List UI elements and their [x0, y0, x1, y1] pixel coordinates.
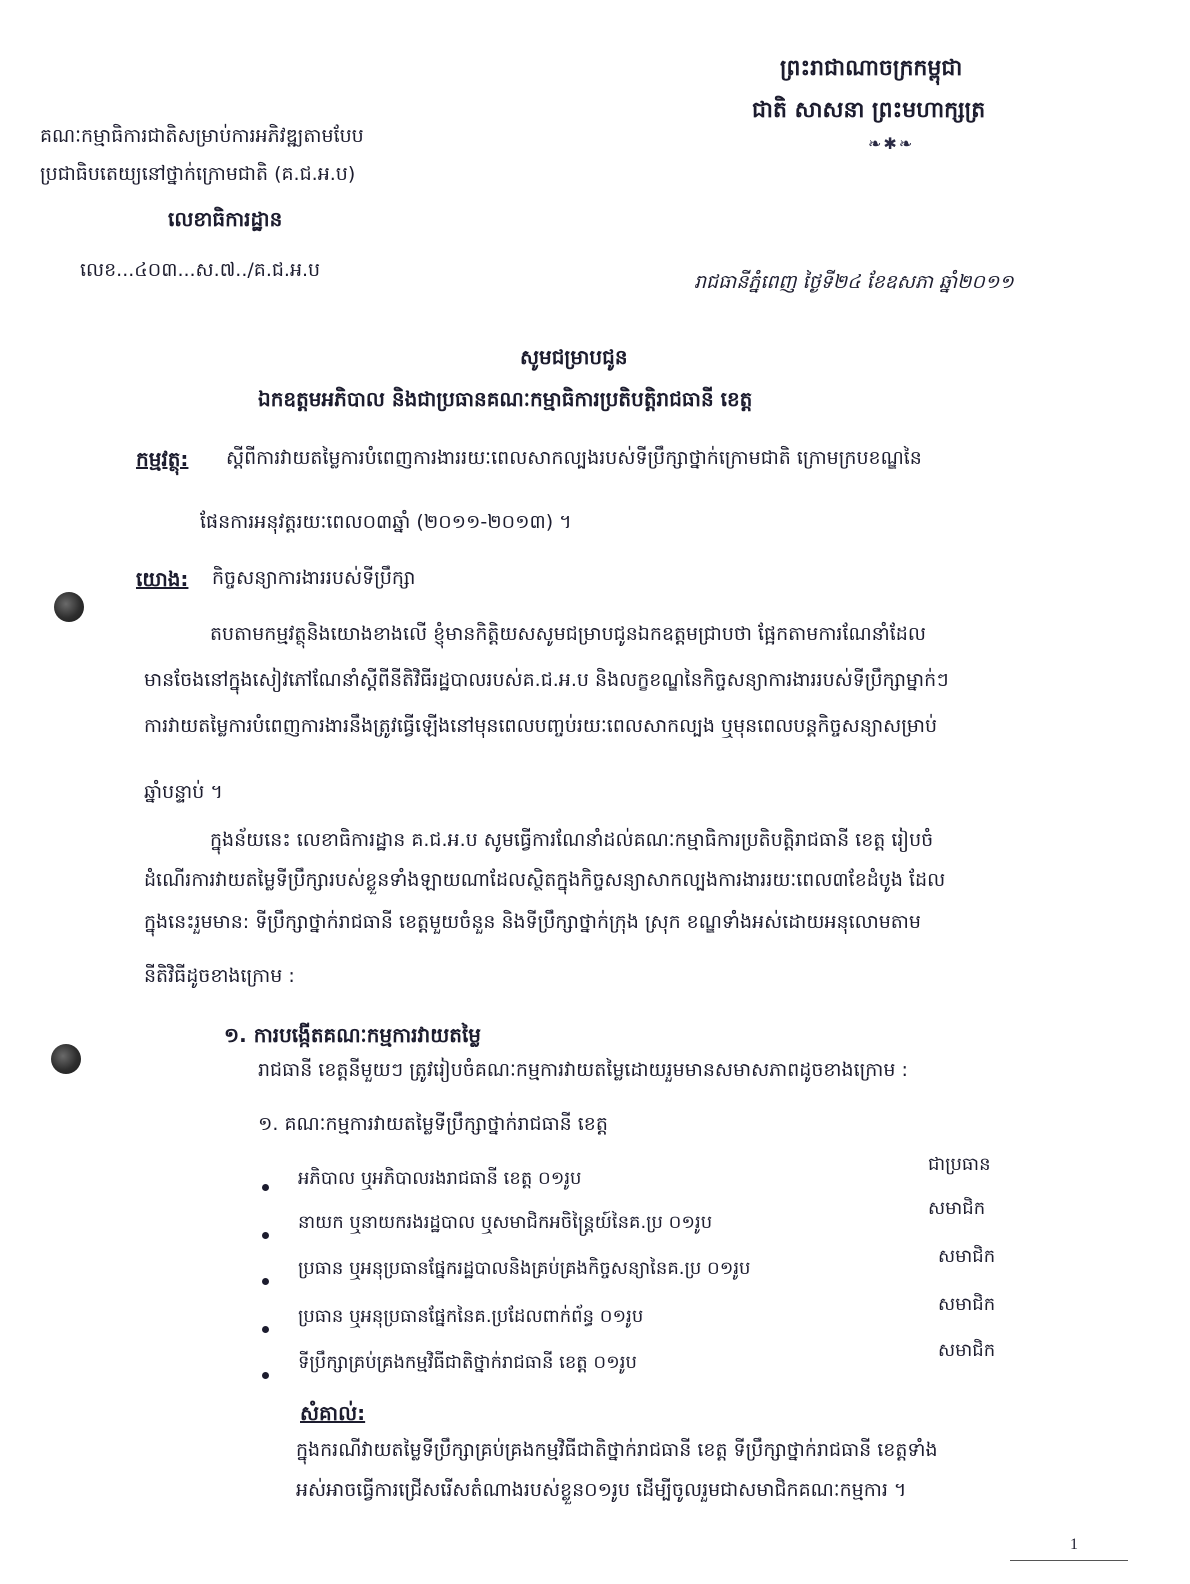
subject-label: កម្មវត្ថុ:	[136, 447, 189, 471]
member-name: ទីប្រឹក្សាគ្រប់គ្រងកម្មវិធីជាតិថ្នាក់រាជធានី ខេត្ត ០១រូប	[298, 1352, 637, 1373]
punch-hole-top	[54, 592, 84, 622]
paragraph2-line4: នីតិវិធីដូចខាងក្រោម :	[144, 965, 295, 987]
member-role: ជាប្រធាន	[928, 1154, 991, 1175]
member-role: សមាជិក	[938, 1246, 996, 1267]
reference-text: កិច្ចសន្យាការងាររបស់ទីប្រឹក្សា	[212, 567, 416, 589]
paragraph2-line3: ក្នុងនេះរួមមាន: ទីប្រឹក្សាថ្នាក់រាជធានី ខេត្តមួយចំនួន និងទីប្រឹក្សាថ្នាក់ក្រុង ស្រុក ខណ្ឌទាំងអស់ដោយអនុលោមតាម	[144, 911, 921, 933]
paragraph1-line1: តបតាមកម្មវត្ថុនិងយោងខាងលើ ខ្ញុំមានកិត្តិយសសូមជម្រាបជូនឯកឧត្តមជ្រាបថា ផ្អែកតាមការណែនាំដែល	[210, 623, 926, 645]
committee-name-line2: ប្រជាធិបតេយ្យនៅថ្នាក់ក្រោមជាតិ (គ.ជ.អ.ប)	[40, 163, 356, 185]
salutation: សូមជម្រាបជូន	[520, 345, 628, 369]
page-number-rule	[1010, 1560, 1128, 1561]
committee-name-line1: គណៈកម្មាធិការជាតិសម្រាប់ការអភិវឌ្ឍតាមបែប	[40, 125, 364, 147]
date-line: រាជធានីភ្នំពេញ ថ្ងៃទី២៤ ខែឧសភា ឆ្នាំ២០១១	[694, 271, 1014, 293]
page-number: 1	[1070, 1536, 1078, 1553]
section1-heading: ១. ការបង្កើតគណៈកម្មការវាយតម្លៃ	[224, 1023, 481, 1047]
note-line1: ក្នុងករណីវាយតម្លៃទីប្រឹក្សាគ្រប់គ្រងកម្មវិធីជាតិថ្នាក់រាជធានី ខេត្ត ទីប្រឹក្សាថ្នាក់រាជធានី ខេត្តទាំង	[296, 1439, 938, 1461]
kingdom-title: ព្រះរាជាណាចក្រកម្ពុជា	[780, 56, 963, 81]
addressee: ឯកឧត្តមអភិបាល និងជាប្រធានគណៈកម្មាធិការប្រតិបត្តិរាជធានី ខេត្ត	[258, 387, 753, 411]
secretariat-label: លេខាធិការដ្ឋាន	[168, 207, 283, 231]
list-bullet	[262, 1232, 269, 1239]
subject-text-line2: ផែនការអនុវត្តរយៈពេល០៣ឆ្នាំ (២០១១-២០១៣) ។	[200, 511, 572, 533]
reference-label: យោង:	[136, 567, 189, 591]
member-name: ប្រធាន ឬអនុប្រធានផ្នែករដ្ឋបាលនិងគ្រប់គ្រងកិច្ចសន្យានៃគ.ប្រ ០១រូប	[298, 1258, 751, 1279]
punch-hole-bottom	[51, 1044, 81, 1074]
section1-intro: រាជធានី ខេត្តនីមួយៗ ត្រូវរៀបចំគណៈកម្មការវាយតម្លៃដោយរួមមានសមាសភាពដូចខាងក្រោម :	[258, 1059, 908, 1081]
member-role: សមាជិក	[938, 1294, 996, 1315]
ornament-divider: ❧✱❧	[868, 134, 915, 153]
reference-number: លេខ...៤០៣...ស.៧../គ.ជ.អ.ប	[80, 259, 321, 281]
paragraph2-line2: ដំណើរការវាយតម្លៃទីប្រឹក្សារបស់ខ្លួនទាំងឡាយណាដែលស្ថិតក្នុងកិច្ចសន្យាសាកល្បងការងាររយៈពេល៣ខែដំបូង ដែល	[144, 869, 946, 891]
list-bullet	[262, 1372, 269, 1379]
member-role: សមាជិក	[928, 1198, 986, 1219]
list-bullet	[262, 1326, 269, 1333]
paragraph1-line4: ឆ្នាំបន្ទាប់ ។	[144, 781, 223, 803]
list-bullet	[262, 1278, 269, 1285]
paragraph1-line3: ការវាយតម្លៃការបំពេញការងារនឹងត្រូវធ្វើឡើងនៅមុនពេលបញ្ចប់រយៈពេលសាកល្បង ឬមុនពេលបន្តកិច្ចសន្យាសម្រាប់	[144, 715, 938, 737]
section1-subheading: ១. គណៈកម្មការវាយតម្លៃទីប្រឹក្សាថ្នាក់រាជធានី ខេត្ត	[258, 1113, 608, 1135]
note-line2: អស់អាចធ្វើការជ្រើសរើសតំណាងរបស់ខ្លួន០១រូប ដើម្បីចូលរួមជាសមាជិកគណៈកម្មការ ។	[296, 1479, 907, 1501]
member-role: សមាជិក	[938, 1340, 996, 1361]
paragraph2-line1: ក្នុងន័យនេះ លេខាធិការដ្ឋាន គ.ជ.អ.ប សូមធ្វើការណែនាំដល់គណៈកម្មាធិការប្រតិបត្តិរាជធានី ខេត្ត រៀបចំ	[210, 829, 934, 851]
list-bullet	[262, 1184, 269, 1191]
national-motto: ជាតិ សាសនា ព្រះមហាក្សត្រ	[752, 98, 986, 123]
note-label: សំគាល់:	[300, 1401, 366, 1425]
paragraph1-line2: មានចែងនៅក្នុងសៀវភៅណែនាំស្តីពីនីតិវិធីរដ្ឋបាលរបស់គ.ជ.អ.ប និងលក្ខខណ្ឌនៃកិច្ចសន្យាការងាររបស់ទីប្រឹក្សាម្នាក់ៗ	[144, 669, 949, 691]
member-name: នាយក ឬនាយករងរដ្ឋបាល ឬសមាជិកអចិន្ត្រៃយ៍នៃគ.ប្រ ០១រូប	[298, 1212, 713, 1233]
subject-text-line1: ស្តីពីការវាយតម្លៃការបំពេញការងាររយៈពេលសាកល្បងរបស់ទីប្រឹក្សាថ្នាក់ក្រោមជាតិ ក្រោមក្របខណ្ឌនៃ	[226, 447, 922, 469]
member-name: ប្រធាន ឬអនុប្រធានផ្នែកនៃគ.ប្រដែលពាក់ព័ន្ធ ០១រូប	[298, 1306, 644, 1327]
member-name: អភិបាល ឬអភិបាលរងរាជធានី ខេត្ត ០១រូប	[298, 1168, 582, 1189]
